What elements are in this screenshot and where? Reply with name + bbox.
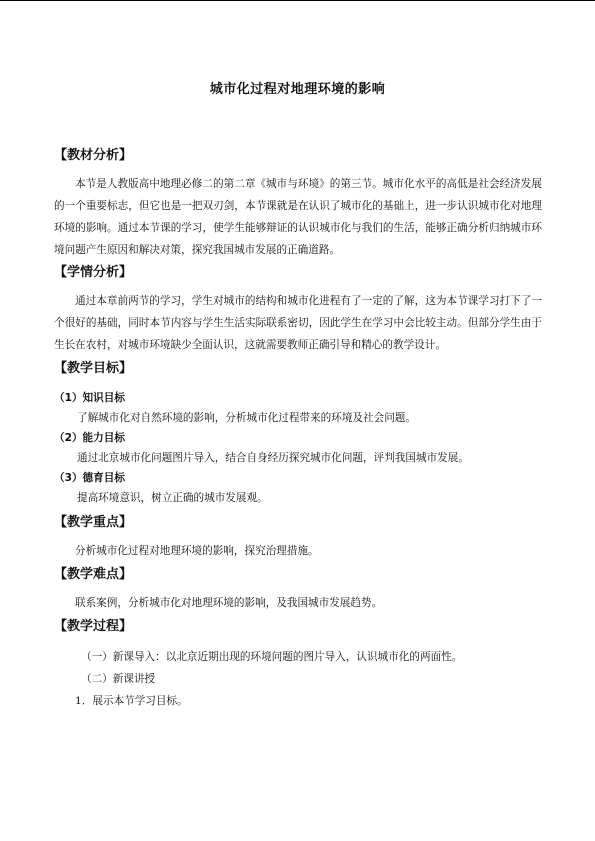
goal-text-moral: 提高环境意识，树立正确的城市发展观。 bbox=[77, 492, 268, 504]
paragraph-student-analysis: 通过本章前两节的学习，学生对城市的结构和城市化进程有了一定的了解，这为本节课学习打下了一个很好的基础，同时本节内容与学生生活实际联系密切，因此学生在学习中会比较主动。但部分学生由于生长在农村，对城市环境缺少全面认识，这就需要教师正确引导和精心的教学设计。 bbox=[54, 295, 542, 351]
heading-teaching-process: 【教学过程】 bbox=[54, 619, 133, 634]
process-line-intro: （一）新课导入：以北京近期出现的环境问题的图片导入，认识城市化的两面性。 bbox=[81, 651, 463, 663]
paragraph-textbook-analysis: 本节是人教版高中地理必修二的第二章《城市与环境》的第三节。城市化水平的高低是社会经济发展的一个重要标志，但它也是一把双刃剑，本节课就是在认识了城市化的基础上，进一步认识城市化对地理环境的影响。通过本节课的学习，使学生能够辩证的认识城市化与我们的生活，能够正确分析归纳城市环境问题产生原因和解决对策，探究我国城市发展的正确道路。 bbox=[54, 178, 542, 256]
document-title: 城市化过程对地理环境的影响 bbox=[209, 82, 386, 97]
paragraph-difficulties: 联系案例，分析城市化对地理环境的影响，及我国城市发展趋势。 bbox=[75, 597, 383, 609]
heading-difficulties: 【教学难点】 bbox=[54, 567, 133, 582]
heading-teaching-goals: 【教学目标】 bbox=[54, 361, 133, 376]
document-body bbox=[54, 146, 542, 712]
goal-label-knowledge: （1）知识目标 bbox=[54, 392, 125, 404]
heading-student-analysis: 【学情分析】 bbox=[54, 265, 133, 280]
paragraph-key-points: 分析城市化过程对地理环境的影响，探究治理措施。 bbox=[75, 545, 319, 557]
heading-textbook-analysis: 【教材分析】 bbox=[54, 148, 133, 163]
page-top-rule bbox=[0, 0, 595, 1]
process-line-new-lesson: （二）新课讲授 bbox=[81, 673, 156, 685]
goal-label-moral: （3）德育目标 bbox=[54, 472, 125, 484]
process-line-step-1: 1．展示本节学习目标。 bbox=[75, 695, 188, 707]
heading-key-points: 【教学重点】 bbox=[54, 515, 133, 530]
goal-text-ability: 通过北京城市化问题图片导入，结合自身经历探究城市化问题，评判我国城市发展。 bbox=[77, 452, 469, 464]
goal-text-knowledge: 了解城市化对自然环境的影响，分析城市化过程带来的环境及社会问题。 bbox=[77, 412, 416, 424]
goal-label-ability: （2）能力目标 bbox=[54, 432, 125, 444]
